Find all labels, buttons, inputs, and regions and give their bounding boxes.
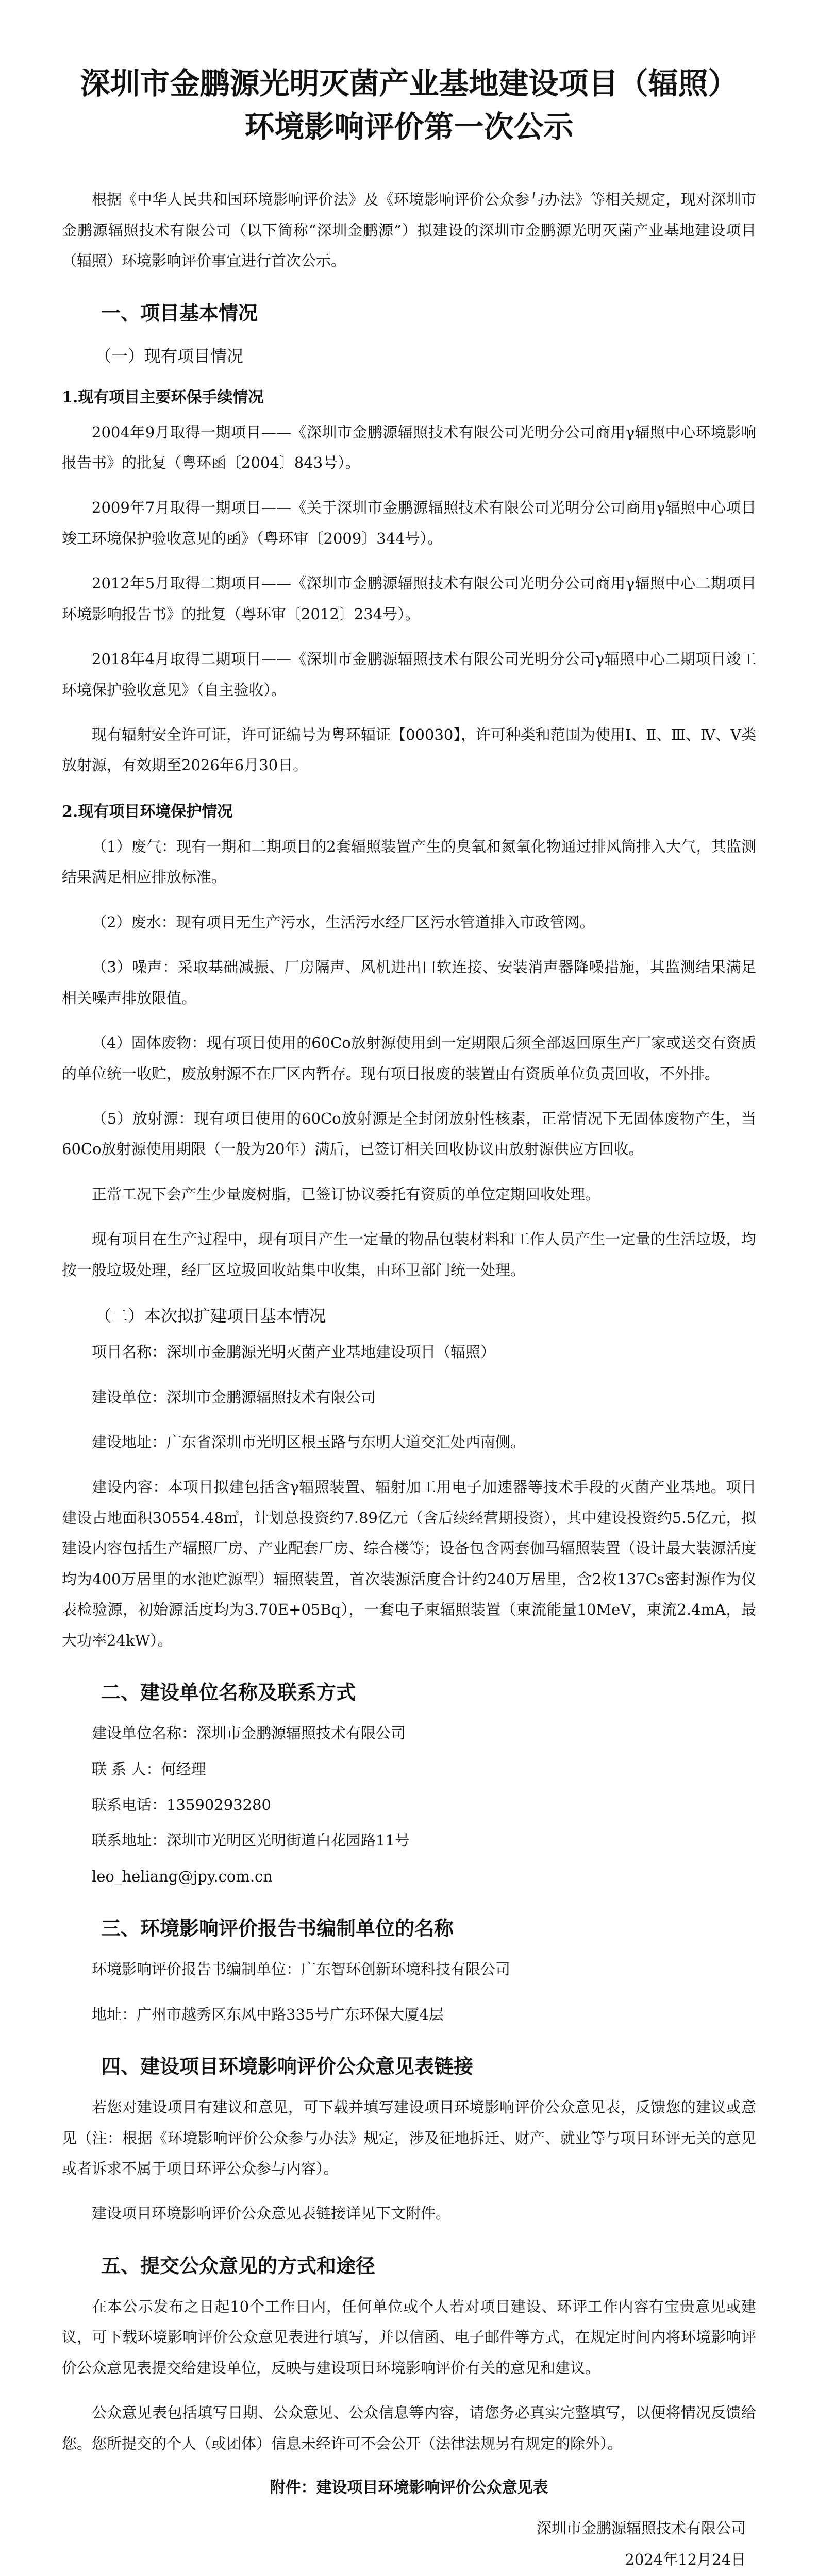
section-1-sub-2: （二）本次拟扩建项目基本情况: [95, 1306, 326, 1326]
contact-person-label: 联 系 人：: [92, 1760, 161, 1778]
paragraph: 建设内容：本项目拟建包括含γ辐照装置、辐射加工用电子加速器等技术手段的灭菌产业基地。项目建设占地面积30554.48㎡，计划总投资约7.89亿元（含后续经营期投资），其中建设投资约5.5亿元，拟建设内容包括生产辐照厂房、产业配套厂房、综合楼等；设备包含两套伽马辐照装置（设计最大装源活度均为400万居里的水池贮源型）辐照装置，首次装源活度合计约240万居里，含2枚137Cs密封源作为仪表检验源，初始源活度均为3.70E+05Bq），一套电子束辐照装置（束流能量10MeV，束流2.4mA，最大功率24kW）。: [62, 1478, 756, 1649]
paragraph: 在本公示发布之日起10个工作日内，任何单位或个人若对项目建设、环评工作内容有宝贵意见或建议，可下载环境影响评价公众意见表进行填写，并以信函、电子邮件等方式，在规定时间内将环境影响评价公众意见表提交给建设单位，反映与建设项目环境影响评价有关的意见和建议。: [62, 2297, 756, 2377]
contact-unit: [62, 1718, 756, 1749]
contact-unit-value: 深圳市金鹏源辐照技术有限公司: [196, 1724, 406, 1742]
paragraph: （3）噪声：采取基础减振、厂房隔声、风机进出口软连接、安装消声器降噪措施，其监测结果满足相关噪声排放限值。: [62, 958, 756, 1007]
paragraph: 2009年7月取得一期项目——《关于深圳市金鹏源辐照技术有限公司光明分公司商用γ辐照中心项目竣工环境保护验收意见的函》（粤环审〔2009〕344号）。: [62, 499, 756, 547]
contact-phone-value: 13590293280: [166, 1795, 271, 1814]
contact-person-value: 何经理: [161, 1760, 206, 1778]
title-line-1: 深圳市金鹏源光明灭菌产业基地建设项目（辐照）: [80, 66, 738, 101]
contact-phone: [62, 1790, 756, 1820]
section-5-heading: 五、提交公众意见的方式和途径: [101, 2253, 376, 2277]
paragraph: （1）废气：现有一期和二期项目的2套辐照装置产生的臭氧和氮氧化物通过排风筒排入大气，其监测结果满足相应排放标准。: [62, 837, 756, 886]
section-3-heading: 三、环境影响评价报告书编制单位的名称: [101, 1917, 454, 1940]
paragraph: 建设项目环境影响评价公众意见表链接详见下文附件。: [92, 2205, 451, 2223]
paragraph: 环境影响评价报告书编制单位：广东智环创新环境科技有限公司: [92, 1960, 511, 1978]
signature-date: 2024年12月24日: [625, 2550, 746, 2568]
section-1-heading: 一、项目基本情况: [101, 301, 258, 325]
section-1-sub-1a: 1.现有项目主要环保手续情况: [62, 388, 264, 406]
paragraph: （2）废水：现有项目无生产污水，生活污水经厂区污水管道排入市政管网。: [92, 913, 595, 931]
contact-email[interactable]: [62, 1861, 756, 1892]
paragraph: （4）固体废物：现有项目使用的60Co放射源使用到一定期限后须全部返回原生产厂家或送交有资质的单位统一收贮，废放射源不在厂区内暂存。现有项目报废的装置由有资质单位负责回收，不外排。: [62, 1034, 756, 1082]
contact-email-value[interactable]: leo_heliang@jpy.com.cn: [92, 1867, 273, 1885]
section-2-heading: 二、建设单位名称及联系方式: [101, 1681, 356, 1704]
section-1-sub-1b: 2.现有项目环境保护情况: [62, 802, 233, 821]
contact-phone-label: 联系电话：: [92, 1795, 167, 1814]
paragraph: 现有辐射安全许可证，许可证编号为粤环辐证【00030】，许可种类和范围为使用Ⅰ、Ⅱ、Ⅲ、Ⅳ、Ⅴ类放射源，有效期至2026年6月30日。: [62, 726, 756, 774]
contact-person: [62, 1754, 756, 1785]
section-4-heading: 四、建设项目环境影响评价公众意见表链接: [101, 2055, 474, 2078]
paragraph: 2012年5月取得二期项目——《深圳市金鹏源辐照技术有限公司光明分公司商用γ辐照中心二期项目环境影响报告书》的批复（粤环审〔2012〕234号）。: [62, 574, 756, 623]
contact-address-label: 联系地址：: [92, 1832, 167, 1850]
paragraph: 地址：广州市越秀区东风中路335号广东环保大厦4层: [92, 2005, 444, 2023]
contact-address-value: 深圳市光明区光明街道白花园路11号: [166, 1832, 410, 1850]
paragraph: 现有项目在生产过程中，现有项目产生一定量的物品包装材料和工作人员产生一定量的生活垃圾，均按一般垃圾处理，经厂区垃圾回收站集中收集，由环卫部门统一处理。: [62, 1230, 756, 1279]
attachment-link[interactable]: 附件：建设项目环境影响评价公众意见表: [270, 2479, 548, 2497]
paragraph: 建设地址：广东省深圳市光明区根玉路与东明大道交汇处西南侧。: [92, 1433, 526, 1451]
paragraph: 项目名称：深圳市金鹏源光明灭菌产业基地建设项目（辐照）: [92, 1343, 496, 1361]
paragraph: 2018年4月取得二期项目——《深圳市金鹏源辐照技术有限公司光明分公司γ辐照中心二期项目竣工环境保护验收意见》（自主验收）。: [62, 650, 756, 699]
paragraph: 公众意见表包括填写日期、公众意见、公众信息等内容，请您务必真实完整填写，以便将情况反馈给您。您所提交的个人（或团体）信息未经许可不会公开（法律法规另有规定的除外）。: [62, 2404, 756, 2452]
contact-address: [62, 1825, 756, 1856]
contact-unit-label: 建设单位名称：: [92, 1724, 197, 1742]
page-title: [62, 62, 756, 148]
paragraph: 正常工况下会产生少量废树脂，已签订协议委托有资质的单位定期回收处理。: [92, 1185, 600, 1203]
paragraph: 若您对建设项目有建议和意见，可下载并填写建设项目环境影响评价公众意见表，反馈您的建议或意见（注：根据《环境影响评价公众参与办法》规定，涉及征地拆迁、财产、就业等与项目环评无关的意见或者诉求不属于项目环评公众参与内容）。: [62, 2098, 756, 2177]
paragraph: （5）放射源：现有项目使用的60Co放射源是全封闭放射性核素，正常情况下无固体废物产生，当60Co放射源使用期限（一般为20年）满后，已签订相关回收协议由放射源供应方回收。: [62, 1109, 756, 1158]
signature-block: [62, 2513, 746, 2575]
intro-paragraph: 根据《中华人民共和国环境影响评价法》及《环境影响评价公众参与办法》等相关规定，现对深圳市金鹏源辐照技术有限公司（以下简称“深圳金鹏源”）拟建设的深圳市金鹏源光明灭菌产业基地建设项目（辐照）环境影响评价事宜进行首次公示。: [62, 191, 756, 270]
signature-unit: 深圳市金鹏源辐照技术有限公司: [536, 2519, 746, 2537]
section-1-sub-1: （一）现有项目情况: [95, 346, 244, 366]
title-line-2: 环境影响评价第一次公示: [244, 109, 574, 145]
paragraph: 建设单位：深圳市金鹏源辐照技术有限公司: [92, 1388, 376, 1406]
paragraph: 2004年9月取得一期项目——《深圳市金鹏源辐照技术有限公司光明分公司商用γ辐照中心环境影响报告书》的批复（粤环函〔2004〕843号）。: [62, 423, 756, 471]
